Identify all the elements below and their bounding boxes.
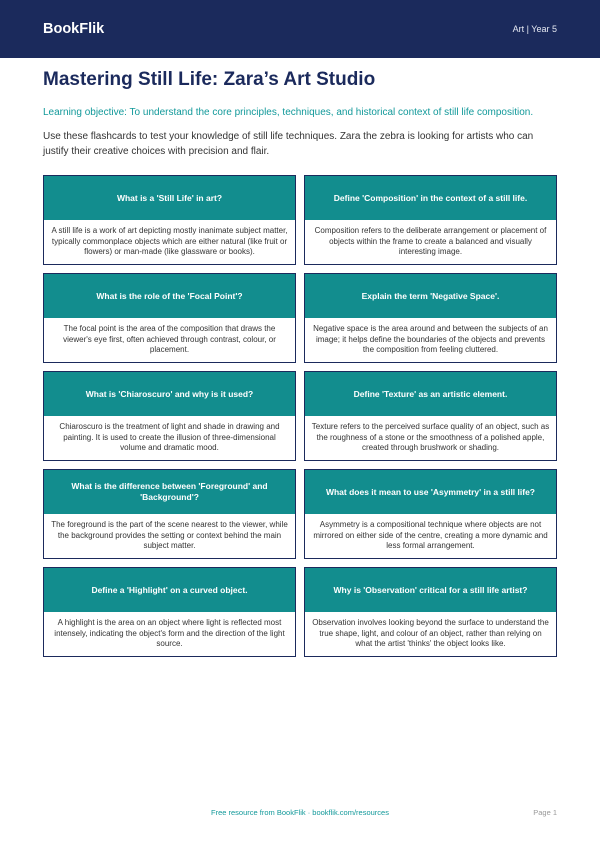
flashcard-question: Define 'Composition' in the context of a still life. <box>305 176 556 220</box>
flashcard-question: Explain the term 'Negative Space'. <box>305 274 556 318</box>
intro-text: Use these flashcards to test your knowledge of still life techniques. Zara the zebra is looking for artists who can justify their creative choices with precision and flair. <box>43 131 534 157</box>
flashcard[interactable] <box>43 273 296 363</box>
flashcard-question: Why is 'Observation' critical for a still life artist? <box>305 568 556 612</box>
flashcard-question: What is 'Chiaroscuro' and why is it used? <box>44 372 295 416</box>
page-title: Mastering Still Life: Zara’s Art Studio <box>43 69 376 90</box>
flashcard-grid <box>43 175 557 657</box>
learning-objective: Learning objective: To understand the core principles, techniques, and historical context of still life composition. <box>43 107 534 118</box>
flashcard-answer: Composition refers to the deliberate arrangement or placement of objects within the frame to create a balanced and visually interesting image. <box>314 226 547 257</box>
flashcard[interactable] <box>304 469 557 559</box>
flashcard-question: What does it mean to use 'Asymmetry' in a still life? <box>305 470 556 514</box>
flashcard[interactable] <box>43 371 296 461</box>
flashcard-answer: The focal point is the area of the composition that draws the viewer's eye first, often achieved through contrast, colour, or placement. <box>63 324 276 355</box>
page-number: Page 1 <box>533 808 557 817</box>
brand-logo[interactable]: BookFlik <box>43 21 105 37</box>
top-bar <box>0 0 600 58</box>
flashcard-question: Define 'Texture' as an artistic element. <box>305 372 556 416</box>
main-content <box>0 58 600 657</box>
flashcard-answer: Texture refers to the perceived surface quality of an object, such as the roughness of a stone or the smoothness of a polished apple, created through brushwork or shading. <box>311 422 550 453</box>
flashcard-answer: Negative space is the area around and between the subjects of an image; it helps define the boundaries of the objects and prevents the composition from feeling cluttered. <box>313 324 548 355</box>
flashcard[interactable] <box>43 567 296 657</box>
flashcard-question: What is the role of the 'Focal Point'? <box>44 274 295 318</box>
footer-source-link[interactable]: Free resource from BookFlik · bookflik.com/resources <box>211 808 389 817</box>
flashcard-answer: A highlight is the area on an object where light is reflected most intensely, indicating the object's form and the direction of the light source. <box>54 618 285 649</box>
flashcard[interactable] <box>304 273 557 363</box>
flashcard[interactable] <box>304 175 557 265</box>
flashcard-answer: The foreground is the part of the scene nearest to the viewer, while the background provides the setting or context behind the main subject matter. <box>51 520 288 551</box>
flashcard[interactable] <box>304 567 557 657</box>
flashcard-answer: Chiaroscuro is the treatment of light and shade in drawing and painting. It is used to create the illusion of three-dimensional volume and dramatic mood. <box>59 422 280 453</box>
flashcard-answer: A still life is a work of art depicting mostly inanimate subject matter, typically commonplace objects which are either natural (like fruit or flowers) or man-made (like glassware or books). <box>51 226 288 257</box>
flashcard-answer: Asymmetry is a compositional technique where objects are not mirrored on either side of the centre, creating a more dynamic and less formal arrangement. <box>313 520 548 551</box>
flashcard[interactable] <box>304 371 557 461</box>
subject-year-label: Art | Year 5 <box>512 24 557 34</box>
flashcard-question: What is a 'Still Life' in art? <box>44 176 295 220</box>
flashcard-answer: Observation involves looking beyond the surface to understand the true shape, light, and colour of an object, rather than relying on what the artist 'thinks' the object looks like. <box>312 618 549 649</box>
flashcard[interactable] <box>43 175 296 265</box>
flashcard[interactable] <box>43 469 296 559</box>
flashcard-question: Define a 'Highlight' on a curved object. <box>44 568 295 612</box>
flashcard-question: What is the difference between 'Foreground' and 'Background'? <box>44 470 295 514</box>
